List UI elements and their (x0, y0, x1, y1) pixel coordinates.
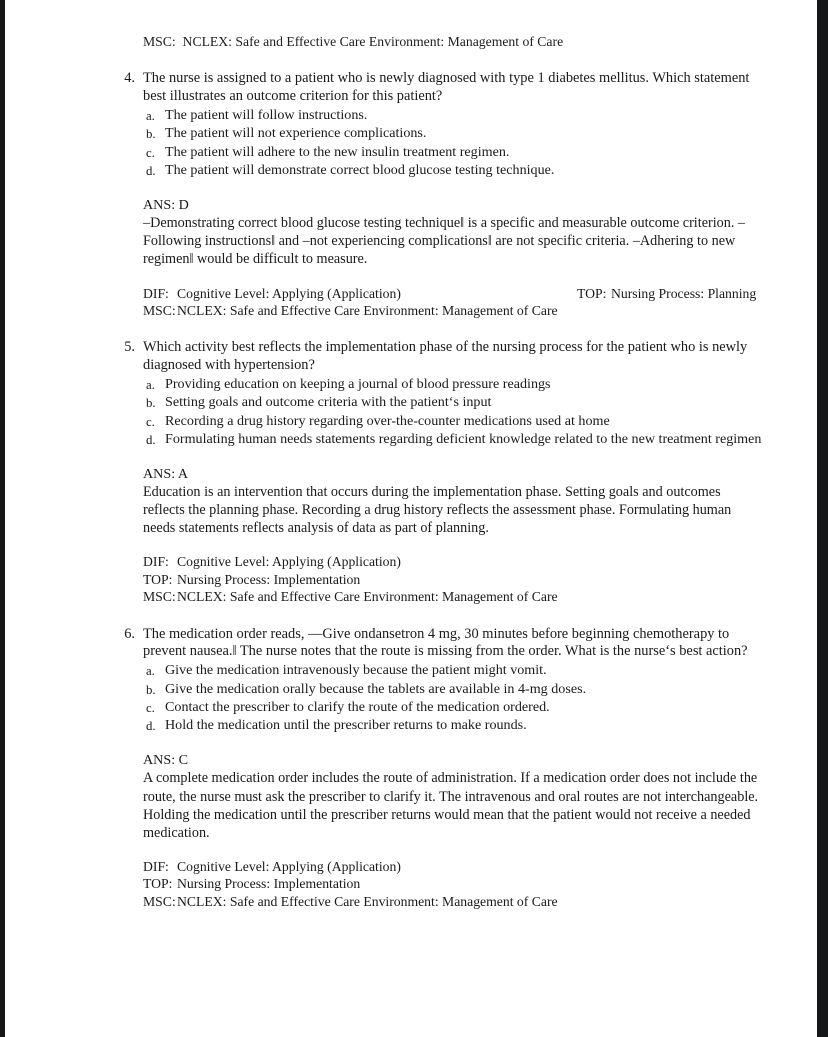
option-c-text: Recording a drug history regarding over-the-counter medications used at home (165, 412, 610, 429)
question-5-options (143, 376, 763, 450)
question-5-rationale: Education is an intervention that occurs during the implementation phase. Setting goals and outcomes reflects the planning phase. Recording a drug history reflects the assessment phase. Formulating human needs statements reflects analysis of data as part of planning. (143, 484, 732, 537)
question-6-heading (113, 626, 763, 662)
question-5-msc-line (143, 588, 763, 605)
question-5-answer-block (143, 466, 763, 538)
question-4-options (143, 107, 763, 181)
option-a-text: The patient will follow instructions. (165, 107, 368, 123)
question-5-stem: Which activity best reflects the implementation phase of the nursing process for the patient who is newly diagnosed with hypertension? (143, 339, 748, 374)
option-d[interactable] (143, 162, 763, 180)
msc-key: MSC: (143, 589, 176, 605)
top-key: TOP: (577, 285, 607, 301)
dif-key: DIF: (143, 285, 169, 301)
option-b-text: The patient will not experience complications. (165, 125, 427, 142)
option-c-letter: c. (146, 145, 155, 160)
msc-value: NCLEX: Safe and Effective Care Environment: Management of Care (177, 893, 558, 909)
question-6-answer-label: ANS: C (143, 751, 189, 768)
question-4-stem: The nurse is assigned to a patient who is newly diagnosed with type 1 diabetes mellitus. Which statement best illustrates an outcome criterion for this patient? (143, 70, 750, 105)
option-a[interactable] (143, 376, 763, 394)
option-a-text: Give the medication intravenously because the patient might vomit. (165, 662, 547, 679)
question-6-msc-line (143, 893, 763, 910)
option-a-text: Providing education on keeping a journal of blood pressure readings (165, 375, 551, 392)
option-b-letter: b. (146, 682, 156, 697)
option-a[interactable] (143, 107, 763, 125)
dif-value: Cognitive Level: Applying (Application) (177, 858, 401, 874)
question-4-top-inline (577, 285, 756, 302)
option-d-letter: d. (146, 719, 156, 734)
option-c[interactable] (143, 699, 763, 717)
question-4-rationale: –Demonstrating correct blood glucose testing technique‖ is a specific and measurable outcome criterion. –Following instructions‖ and –not experiencing complications‖ are not specific criteria. –Adhering to new regimen‖ would be difficult to measure. (143, 215, 746, 268)
page-right-border (817, 0, 828, 1037)
question-5-number: 5. (124, 339, 135, 356)
question-4-msc-line (143, 302, 763, 319)
option-d-letter: d. (146, 164, 156, 179)
question-6-rationale: A complete medication order includes the route of administration. If a medication order does not include the route, the nurse must ask the prescriber to clarify it. The intravenous and oral routes are not interchangeable. Holding the medication until the prescriber returns would mean that the patient would not receive a needed medication. (143, 770, 759, 841)
question-4-answer-label: ANS: D (143, 196, 189, 213)
spacer (113, 606, 763, 626)
top-value: Nursing Process: Planning (611, 285, 757, 301)
option-b[interactable] (143, 681, 763, 699)
question-5-top-line (143, 571, 763, 588)
top-value: Nursing Process: Implementation (177, 571, 361, 587)
option-b[interactable] (143, 125, 763, 143)
msc-value: NCLEX: Safe and Effective Care Environment: Management of Care (177, 302, 558, 318)
option-c[interactable] (143, 144, 763, 162)
msc-key: MSC: (143, 893, 176, 909)
option-d-text: Formulating human needs statements regarding deficient knowledge related to the new treatment regimen (165, 431, 762, 448)
question-4-number: 4. (124, 70, 135, 87)
question-6-options (143, 662, 763, 736)
option-b[interactable] (143, 394, 763, 412)
dif-key: DIF: (143, 554, 169, 570)
option-d[interactable] (143, 431, 763, 449)
spacer (113, 50, 763, 70)
question-4-answer-block (143, 197, 763, 269)
question-block-5 (113, 339, 763, 605)
option-d-letter: d. (146, 433, 156, 448)
page-left-border (0, 0, 5, 1037)
question-6-top-line (143, 875, 763, 892)
option-b-text: Setting goals and outcome criteria with the patient‘s input (165, 394, 492, 411)
option-d[interactable] (143, 717, 763, 735)
question-5-answer-label: ANS: A (143, 465, 189, 482)
top-key: TOP: (143, 571, 173, 587)
question-block-4 (113, 70, 763, 319)
question-4-tags (143, 285, 763, 320)
question-6-dif-line (143, 858, 763, 875)
question-4-heading (113, 70, 763, 106)
question-6-stem: The medication order reads, —Give ondansetron 4 mg, 30 minutes before beginning chemotherapy to prevent nausea.‖ The nurse notes that the route is missing from the order. What is the nurse‘s best action? (143, 625, 748, 660)
question-6-answer-block (143, 752, 763, 842)
question-5-dif-line (143, 553, 763, 570)
option-c-text: The patient will adhere to the new insulin treatment regimen. (165, 143, 510, 160)
option-c-letter: c. (146, 701, 155, 716)
dif-key: DIF: (143, 858, 169, 874)
question-6-number: 6. (124, 625, 135, 642)
question-4-dif-line (143, 285, 763, 302)
option-b-letter: b. (146, 127, 156, 142)
top-value: Nursing Process: Implementation (177, 876, 361, 892)
option-c-letter: c. (146, 414, 155, 429)
option-a-letter: a. (146, 664, 155, 679)
question-5-heading (113, 339, 763, 375)
question-6-tags (143, 858, 763, 910)
question-5-tags (143, 553, 763, 605)
spacer (113, 319, 763, 339)
option-b-letter: b. (146, 396, 156, 411)
option-a-letter: a. (146, 377, 155, 392)
page-content (113, 33, 763, 910)
top-key: TOP: (143, 876, 173, 892)
option-c[interactable] (143, 413, 763, 431)
option-a-letter: a. (146, 109, 155, 123)
option-d-text: Hold the medication until the prescriber returns to make rounds. (165, 717, 527, 734)
msc-value: NCLEX: Safe and Effective Care Environment: Management of Care (177, 589, 558, 605)
question-block-6 (113, 626, 763, 910)
carryover-msc-line: MSC: NCLEX: Safe and Effective Care Environment: Management of Care (143, 34, 564, 49)
option-d-text: The patient will demonstrate correct blood glucose testing technique. (165, 162, 555, 179)
dif-value: Cognitive Level: Applying (Application) (177, 285, 401, 301)
option-b-text: Give the medication orally because the tablets are available in 4-mg doses. (165, 680, 587, 697)
option-a[interactable] (143, 662, 763, 680)
dif-value: Cognitive Level: Applying (Application) (177, 554, 401, 570)
msc-key: MSC: (143, 302, 176, 318)
option-c-text: Contact the prescriber to clarify the route of the medication ordered. (165, 699, 550, 716)
